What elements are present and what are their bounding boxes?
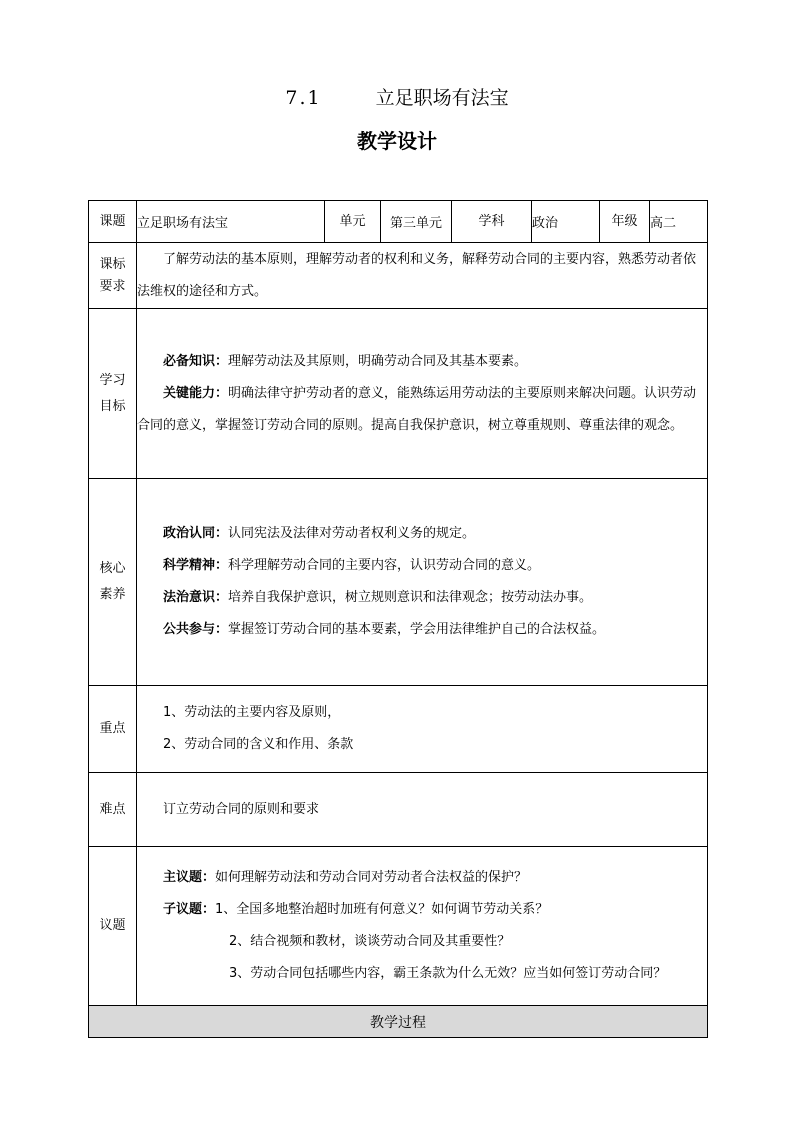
teaching-process-label: 教学过程: [89, 1006, 708, 1038]
objectives-label: 学习目标: [89, 309, 137, 479]
document-title: [0, 86, 794, 110]
literacy-item: 政治认同：认同宪法及法律对劳动者权利义务的规定。: [163, 526, 476, 541]
difficulty-cell: [137, 773, 708, 847]
topic-label: 课题: [89, 201, 137, 243]
key-point-item: 1、劳动法的主要内容及原则，: [163, 705, 341, 720]
objectives-cell: [137, 309, 708, 479]
lesson-title: 立足职场有法宝: [375, 87, 509, 109]
standards-label: 课标要求: [89, 243, 137, 309]
difficulty-text: 订立劳动合同的原则和要求: [163, 801, 320, 817]
literacy-cell: [137, 479, 708, 686]
teaching-process-row: [89, 1006, 708, 1038]
key-points-label: 重点: [89, 686, 137, 773]
grade-value: 高二: [650, 201, 708, 243]
key-point-item: 2、劳动合同的含义和作用、条款: [163, 737, 354, 752]
literacy-item: 科学精神：科学理解劳动合同的主要内容，认识劳动合同的意义。: [163, 558, 541, 573]
grade-label: 年级: [600, 201, 650, 243]
key-points-row: [89, 686, 708, 773]
objective-item: 关键能力：明确法律守护劳动者的意义，能熟练运用劳动法的主要原则来解决问题。认识劳动合同的意义，掌握签订劳动合同的原则。提高自我保护意识，树立尊重规则、尊重法律的观念。: [137, 385, 697, 433]
unit-value: 第三单元: [381, 201, 452, 243]
standards-cell: [137, 243, 708, 309]
document-subtitle: 教学设计: [357, 129, 437, 153]
lesson-number: 7.1: [285, 87, 322, 109]
sub-topic-first: 子议题：1、全国多地整治超时加班有何意义？如何调节劳动关系？: [163, 902, 549, 917]
subject-value: 政治: [532, 201, 600, 243]
sub-topic: 3、劳动合同包括哪些内容，霸王条款为什么无效？应当如何签订劳动合同？: [229, 966, 667, 981]
info-row: [89, 201, 708, 243]
topics-label: 议题: [89, 847, 137, 1006]
main-topic: 主议题：如何理解劳动法和劳动合同对劳动者合法权益的保护？: [163, 870, 528, 885]
literacy-item: 公共参与：掌握签订劳动合同的基本要素，学会用法律维护自己的合法权益。: [163, 622, 606, 637]
topics-cell: [137, 847, 708, 1006]
literacy-label: 核心素养: [89, 479, 137, 686]
sub-topic: 2、结合视频和教材，谈谈劳动合同及其重要性？: [229, 934, 511, 949]
literacy-row: [89, 479, 708, 686]
lesson-plan-table: [88, 200, 708, 1038]
difficulty-row: [89, 773, 708, 847]
key-points-cell: [137, 686, 708, 773]
topic-value: 立足职场有法宝: [137, 201, 325, 243]
difficulty-label: 难点: [89, 773, 137, 847]
standards-row: [89, 243, 708, 309]
literacy-item: 法治意识：培养自我保护意识，树立规则意识和法律观念；按劳动法办事。: [163, 590, 593, 605]
objectives-row: [89, 309, 708, 479]
standards-text: 了解劳动法的基本原则，理解劳动者的权利和义务，解释劳动合同的主要内容，熟悉劳动者依法维权的途径和方式。: [137, 251, 697, 299]
topics-row: [89, 847, 708, 1006]
subject-label: 学科: [452, 201, 532, 243]
objective-item: 必备知识：理解劳动法及其原则，明确劳动合同及其基本要素。: [163, 353, 528, 369]
unit-label: 单元: [325, 201, 381, 243]
